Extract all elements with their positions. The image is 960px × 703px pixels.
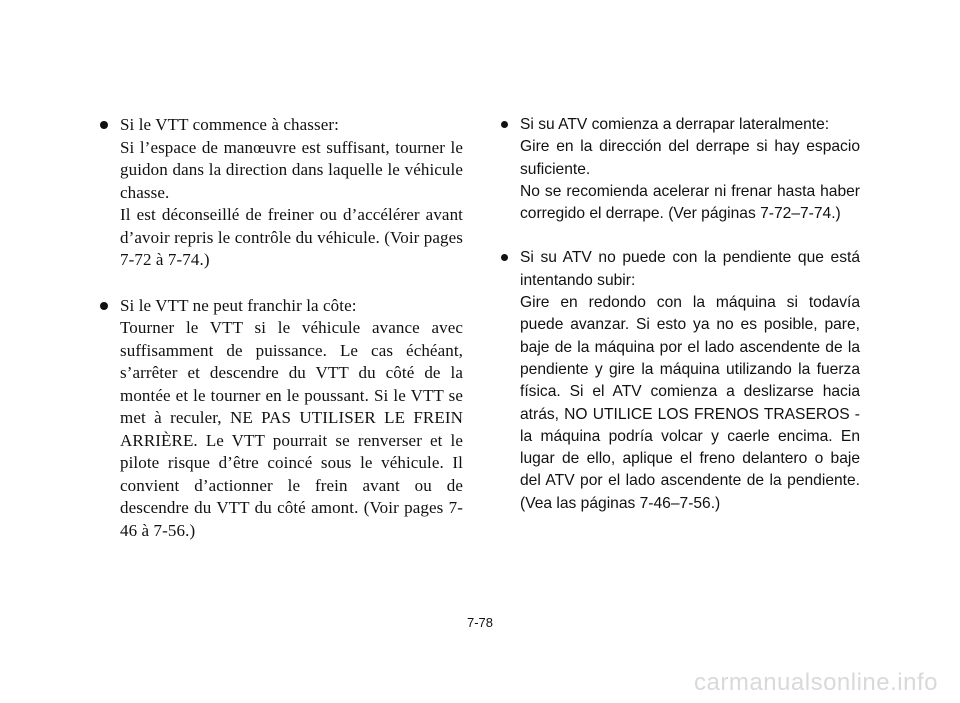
- spanish-skidding-text-1: Gire en la dirección del derrape si hay espacio suficiente.: [520, 138, 860, 178]
- french-hill-heading: Si le VTT ne peut franchir la côte:: [120, 295, 357, 315]
- spanish-column: [497, 114, 860, 515]
- french-column: [97, 114, 463, 542]
- french-hill-text: Tourner le VTT si le véhicule avance avec suffisamment de puissance. Le cas échéant, s’arrêter et descendre du VTT du côté de la montée et le tourner en le poussant. Si le VTT se met à reculer, NE PAS UTILISER LE FREIN ARRIÈRE. Le VTT pourrait se renverser et le pilote risque d’être coincé sous le véhicule. Il convient d’actionner le frein avant ou de descendre du VTT du côté amont. (Voir pages 7-46 à 7-56.): [120, 318, 463, 540]
- spanish-hill-heading: Si su ATV no puede con la pendiente que está intentando subir:: [520, 249, 860, 289]
- spanish-bullet-skidding: [497, 114, 860, 225]
- french-skidding-text-2: Il est déconseillé de freiner ou d’accélérer avant d’avoir repris le contrôle du véhicule. (Voir pages 7-72 à 7-74.): [120, 205, 463, 269]
- watermark-text: carmanualsonline.info: [694, 669, 938, 696]
- spanish-skidding-text-2: No se recomienda acelerar ni frenar hasta haber corregido el derrape. (Ver páginas 7-72–7-74.): [520, 182, 860, 223]
- spanish-hill-text: Gire en redondo con la máquina si todavía puede avanzar. Si esto ya no es posible, pare, baje de la máquina por el lado ascendente de la pendiente y gire la máquina utilizando la fuerza física. Si el ATV comienza a deslizarse hacia atrás, NO UTILICE LOS FRENOS TRASEROS - la máquina podría volcar y caerle encima. En lugar de ello, aplique el freno delantero o baje del ATV por el lado ascendente de la pendiente. (Vea las páginas 7-46–7-56.): [520, 294, 860, 512]
- bullet-dot-icon: [100, 302, 108, 310]
- french-bullet-hill: [97, 295, 463, 543]
- bullet-dot-icon: [100, 121, 108, 129]
- bullet-dot-icon: [501, 254, 508, 261]
- french-skidding-heading: Si le VTT commence à chasser:: [120, 115, 339, 134]
- spanish-skidding-heading: Si su ATV comienza a derrapar lateralmente:: [520, 116, 830, 133]
- french-skidding-text-1: Si l’espace de manœuvre est suffisant, tourner le guidon dans la direction dans laquelle le véhicule chasse.: [120, 137, 463, 202]
- bullet-dot-icon: [501, 121, 508, 128]
- french-bullet-skidding: [97, 114, 463, 272]
- spanish-bullet-hill: [497, 247, 860, 515]
- page-number: 7-78: [466, 615, 494, 630]
